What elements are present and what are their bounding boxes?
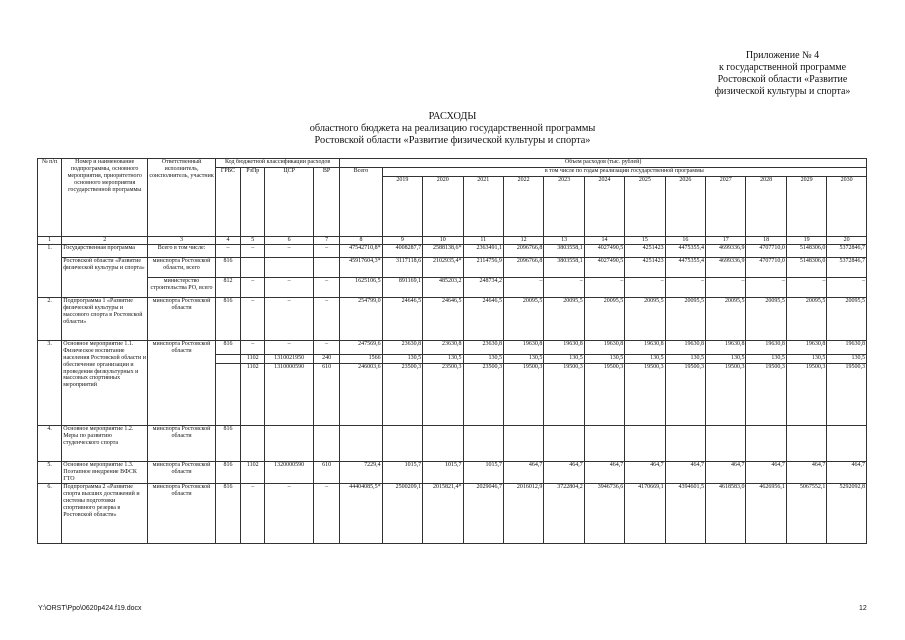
row-year-value: 464,7 (706, 461, 746, 483)
row-year-value: – (706, 277, 746, 297)
header-volume: Объем расходов (тыс. рублей) (340, 159, 867, 168)
row-year-value: 19500,3 (786, 363, 826, 425)
row-grbs (215, 363, 240, 425)
column-number: 20 (827, 237, 867, 245)
row-year-value: 19500,3 (503, 363, 543, 425)
row-year-value: 464,7 (503, 461, 543, 483)
row-year-value: 19630,8 (827, 340, 867, 354)
row-year-value: – (584, 277, 624, 297)
row-year-value: 19500,3 (827, 363, 867, 425)
file-path: Y:\ORST\Ppo\0620p424.f19.docx (38, 605, 142, 612)
row-year-value: 130,5 (423, 354, 463, 363)
row-year-value: – (503, 277, 543, 297)
row-rzpr: 1102 (241, 354, 265, 363)
row-rzpr: – (241, 277, 265, 297)
row-year-value: 3803558,1 (544, 244, 584, 257)
row-year-value: 19630,8 (786, 340, 826, 354)
header-rzpr: РзПр (241, 168, 265, 237)
table-row (38, 297, 867, 340)
row-vr: 610 (313, 363, 339, 425)
row-year-value: 20095,5 (544, 297, 584, 340)
header-grbs: ГРБС (215, 168, 240, 237)
row-year-value: 2500209,1 (382, 483, 422, 543)
row-csr: 1310000590 (265, 363, 314, 425)
column-number: 8 (340, 237, 382, 245)
row-year-value: 20095,5 (827, 297, 867, 340)
budget-table (37, 158, 867, 544)
appendix-line: Ростовской области «Развитие (717, 74, 848, 85)
row-year-value: 4707710,0 (746, 257, 786, 277)
row-year-value: 20095,5 (625, 297, 665, 340)
title-line: областного бюджета на реализацию государственной программы (309, 123, 596, 134)
row-rzpr (241, 425, 265, 461)
row-num: 1. (38, 244, 62, 297)
header-year: 2026 (665, 177, 705, 237)
row-year-value: 248734,2 (463, 277, 503, 297)
row-year-value (706, 425, 746, 461)
row-year-value: 19500,3 (746, 363, 786, 425)
row-vr (313, 425, 339, 461)
header-exec: Ответственный исполнитель, соисполнитель, участник (148, 159, 216, 237)
row-year-value: 464,7 (544, 461, 584, 483)
header-year: 2021 (463, 177, 503, 237)
row-total: 247569,6 (340, 340, 382, 354)
row-year-value: 19630,8 (544, 340, 584, 354)
row-year-value: 4027490,5 (584, 244, 624, 257)
row-name: Государственная программа (62, 244, 148, 257)
header-num: № п/п (38, 159, 62, 237)
row-executor: Всего в том числе: (148, 244, 216, 257)
row-year-value: 19630,8 (746, 340, 786, 354)
row-year-value: 4699336,9 (706, 257, 746, 277)
row-year-value: 4626956,1 (746, 483, 786, 543)
row-year-value: 24646,5 (382, 297, 422, 340)
row-year-value: 23630,8 (382, 340, 422, 354)
column-number: 9 (382, 237, 422, 245)
appendix-line: физической культуры и спорта» (714, 86, 851, 97)
row-total: 47542710,8* (340, 244, 382, 257)
row-year-value: 3722804,2 (544, 483, 584, 543)
row-year-value: 4394601,5 (665, 483, 705, 543)
row-total: 44404085,5* (340, 483, 382, 543)
header-kbk: Код бюджетной классификации расходов (215, 159, 339, 168)
row-year-value: 130,5 (827, 354, 867, 363)
row-year-value: 5148306,0 (786, 257, 826, 277)
row-rzpr: – (241, 340, 265, 354)
row-grbs: – (215, 244, 240, 257)
row-year-value: 20095,5 (503, 297, 543, 340)
row-total: 7229,4 (340, 461, 382, 483)
header-total: Всего (340, 168, 382, 237)
row-year-value: 464,7 (584, 461, 624, 483)
row-csr: – (265, 483, 314, 543)
row-total (340, 425, 382, 461)
row-executor: минспорта Ростовской области (148, 483, 216, 543)
row-year-value (423, 425, 463, 461)
row-year-value: 23500,3 (382, 363, 422, 425)
row-year-value: 19500,3 (706, 363, 746, 425)
row-year-value: 23500,3 (463, 363, 503, 425)
row-year-value: 485203,2 (423, 277, 463, 297)
row-csr: 1310021950 (265, 354, 314, 363)
row-year-value: 19630,8 (584, 340, 624, 354)
row-executor: минспорта Ростовской области (148, 297, 216, 340)
table-row (38, 461, 867, 483)
row-year-value: 20095,5 (584, 297, 624, 340)
row-year-value: 19630,8 (665, 340, 705, 354)
row-vr: – (313, 340, 339, 354)
header-year: 2019 (382, 177, 422, 237)
row-year-value: 19630,8 (625, 340, 665, 354)
row-year-value: 2096766,8 (503, 244, 543, 257)
header-name: Номер и наименование подпрограммы, основного мероприятия, приоритетного основного мероприятия государственной программы (62, 159, 148, 237)
row-year-value: – (665, 277, 705, 297)
row-num: 4. (38, 425, 62, 461)
row-executor: минспорта Ростовской области (148, 340, 216, 425)
row-year-value: 4008287,7 (382, 244, 422, 257)
header-year: 2029 (786, 177, 826, 237)
column-number-row (38, 237, 867, 245)
row-executor: минспорта Ростовской области (148, 425, 216, 461)
row-year-value: 4707710,0 (746, 244, 786, 257)
row-num: 5. (38, 461, 62, 483)
row-csr: – (265, 297, 314, 340)
row-year-value (544, 425, 584, 461)
row-year-value: 3803558,1 (544, 257, 584, 277)
column-number: 7 (313, 237, 339, 245)
row-year-value: 19500,3 (584, 363, 624, 425)
row-total: 246003,6 (340, 363, 382, 425)
row-year-value: 2114756,9 (463, 257, 503, 277)
row-year-value: 5372846,7 (827, 244, 867, 257)
row-year-value: 1015,7 (382, 461, 422, 483)
row-year-value: 130,5 (665, 354, 705, 363)
row-name: Подпрограмма 1 «Развитие физической культуры и массового спорта в Ростовской области» (62, 297, 148, 340)
row-year-value: – (544, 277, 584, 297)
header-year: 2030 (827, 177, 867, 237)
row-year-value: 130,5 (786, 354, 826, 363)
row-year-value: 130,5 (544, 354, 584, 363)
row-year-value (786, 425, 826, 461)
table-row (38, 483, 867, 543)
row-grbs: 816 (215, 461, 240, 483)
column-number: 5 (241, 237, 265, 245)
table-header (38, 159, 867, 237)
row-rzpr: – (241, 483, 265, 543)
column-number: 6 (265, 237, 314, 245)
row-year-value (382, 425, 422, 461)
column-number: 14 (584, 237, 624, 245)
row-year-value: 5372846,7 (827, 257, 867, 277)
document-title (0, 111, 905, 147)
row-year-value: 2016012,9 (503, 483, 543, 543)
row-name: Ростовской области «Развитие физической культуры и спорта» (62, 257, 148, 297)
row-executor: министерство строительства РО, всего (148, 277, 216, 297)
row-year-value (827, 425, 867, 461)
column-number: 19 (786, 237, 826, 245)
row-year-value: 130,5 (503, 354, 543, 363)
column-number: 13 (544, 237, 584, 245)
row-num: 2. (38, 297, 62, 340)
row-year-value: 130,5 (584, 354, 624, 363)
column-number: 2 (62, 237, 148, 245)
row-vr (313, 257, 339, 277)
row-year-value: 4618583,0 (706, 483, 746, 543)
row-rzpr: – (241, 297, 265, 340)
row-executor: минспорта Ростовской области (148, 461, 216, 483)
column-number: 1 (38, 237, 62, 245)
row-year-value: 19500,3 (625, 363, 665, 425)
column-number: 11 (463, 237, 503, 245)
row-year-value: 19630,8 (503, 340, 543, 354)
row-year-value (746, 425, 786, 461)
row-year-value: 130,5 (706, 354, 746, 363)
row-year-value: 1015,7 (423, 461, 463, 483)
header-year: 2027 (706, 177, 746, 237)
row-year-value: 130,5 (463, 354, 503, 363)
row-year-value: 130,5 (382, 354, 422, 363)
header-year: 2020 (423, 177, 463, 237)
row-vr: – (313, 483, 339, 543)
row-year-value: 1015,7 (463, 461, 503, 483)
row-name: Подпрограмма 2 «Развитие спорта высших достижений и системы подготовки спортивного резерва в Ростовской области» (62, 483, 148, 543)
row-csr (265, 425, 314, 461)
column-number: 16 (665, 237, 705, 245)
row-year-value: 2015821,4* (423, 483, 463, 543)
row-total: 1566 (340, 354, 382, 363)
row-name: Основное мероприятие 1.2. Меры по развитию студенческого спорта (62, 425, 148, 461)
table-row (38, 340, 867, 354)
row-year-value: 4251423 (625, 244, 665, 257)
header-year: 2028 (746, 177, 786, 237)
column-number: 17 (706, 237, 746, 245)
row-csr: – (265, 277, 314, 297)
row-year-value: 464,7 (827, 461, 867, 483)
row-grbs: 812 (215, 277, 240, 297)
column-number: 3 (148, 237, 216, 245)
column-number: 10 (423, 237, 463, 245)
title-line: РАСХОДЫ (428, 111, 477, 122)
row-total: 45917604,3* (340, 257, 382, 277)
row-year-value: 19500,3 (544, 363, 584, 425)
row-year-value: 3946736,6 (584, 483, 624, 543)
row-grbs: 816 (215, 257, 240, 277)
row-year-value: 24646,5 (463, 297, 503, 340)
row-year-value: 464,7 (786, 461, 826, 483)
row-grbs: 816 (215, 425, 240, 461)
row-csr (265, 257, 314, 277)
row-year-value: 3117118,6 (382, 257, 422, 277)
header-year: 2022 (503, 177, 543, 237)
row-vr: 240 (313, 354, 339, 363)
row-rzpr: 1102 (241, 363, 265, 425)
row-year-value: 5067552,1 (786, 483, 826, 543)
header-year: 2024 (584, 177, 624, 237)
row-year-value: – (625, 277, 665, 297)
row-year-value: 23630,8 (423, 340, 463, 354)
appendix-note (660, 50, 905, 98)
column-number: 4 (215, 237, 240, 245)
row-year-value: 23500,3 (423, 363, 463, 425)
row-year-value: 4170669,1 (625, 483, 665, 543)
column-number: 15 (625, 237, 665, 245)
row-year-value: 4027490,5 (584, 257, 624, 277)
row-year-value (665, 425, 705, 461)
row-vr: 610 (313, 461, 339, 483)
row-year-value: 891169,1 (382, 277, 422, 297)
row-year-value: 2588138,6* (423, 244, 463, 257)
row-year-value: 20095,5 (746, 297, 786, 340)
row-year-value (584, 425, 624, 461)
row-name: Основное мероприятие 1.3. Поэтапное внедрение ВФСК ГТО (62, 461, 148, 483)
row-year-value: 130,5 (625, 354, 665, 363)
row-rzpr (241, 257, 265, 277)
row-year-value: 20095,5 (665, 297, 705, 340)
column-number: 12 (503, 237, 543, 245)
table-body (38, 237, 867, 544)
row-total: 254799,0 (340, 297, 382, 340)
row-csr: 1320000590 (265, 461, 314, 483)
row-csr: – (265, 244, 314, 257)
row-year-value: 5148306,0 (786, 244, 826, 257)
row-year-value: 4699336,9 (706, 244, 746, 257)
column-number: 18 (746, 237, 786, 245)
row-year-value (503, 425, 543, 461)
header-by-years: в том числе по годам реализации государственной программы (382, 168, 866, 177)
row-year-value: 5292092,8 (827, 483, 867, 543)
row-vr: – (313, 244, 339, 257)
header-year: 2023 (544, 177, 584, 237)
row-year-value: 464,7 (665, 461, 705, 483)
table-row (38, 244, 867, 257)
row-year-value: 4475355,4 (665, 257, 705, 277)
row-year-value: 24646,5 (423, 297, 463, 340)
row-year-value: 2029046,7 (463, 483, 503, 543)
header-csr: ЦСР (265, 168, 314, 237)
row-year-value: – (746, 277, 786, 297)
row-year-value (463, 425, 503, 461)
row-grbs (215, 354, 240, 363)
appendix-line: Приложение № 4 (745, 50, 820, 61)
table-row (38, 277, 867, 297)
row-csr: – (265, 340, 314, 354)
row-num: 3. (38, 340, 62, 425)
row-year-value: 23630,8 (463, 340, 503, 354)
row-year-value: 20095,5 (706, 297, 746, 340)
row-year-value: 19500,3 (665, 363, 705, 425)
title-line: Ростовской области «Развитие физической культуры и спорта» (314, 135, 591, 146)
row-year-value: 20095,5 (786, 297, 826, 340)
row-num: 6. (38, 483, 62, 543)
row-vr: – (313, 277, 339, 297)
row-total: 1625106,5 (340, 277, 382, 297)
row-year-value: 130,5 (746, 354, 786, 363)
row-grbs: 816 (215, 340, 240, 354)
row-rzpr: – (241, 244, 265, 257)
row-name: Основное мероприятие 1.1. Физическое воспитание населения Ростовской области и обеспечение организации и проведения физкультурных и массовых спортивных мероприятий (62, 340, 148, 425)
row-year-value: 2102935,4* (423, 257, 463, 277)
table-row (38, 257, 867, 277)
row-executor: минспорта Ростовской области, всего (148, 257, 216, 277)
row-year-value: 464,7 (746, 461, 786, 483)
row-year-value: 2096766,8 (503, 257, 543, 277)
row-year-value: – (786, 277, 826, 297)
row-year-value: – (827, 277, 867, 297)
row-grbs: 816 (215, 297, 240, 340)
row-vr: – (313, 297, 339, 340)
appendix-line: к государственной программе (718, 62, 847, 73)
row-year-value: 19630,8 (706, 340, 746, 354)
page-number: 12 (859, 605, 867, 612)
header-vr: ВР (313, 168, 339, 237)
row-grbs: 816 (215, 483, 240, 543)
row-rzpr: 1102 (241, 461, 265, 483)
header-year: 2025 (625, 177, 665, 237)
row-year-value: 4251423 (625, 257, 665, 277)
table-row (38, 425, 867, 461)
row-year-value: 4475355,4 (665, 244, 705, 257)
row-year-value: 2363491,1 (463, 244, 503, 257)
row-year-value (625, 425, 665, 461)
row-year-value: 464,7 (625, 461, 665, 483)
